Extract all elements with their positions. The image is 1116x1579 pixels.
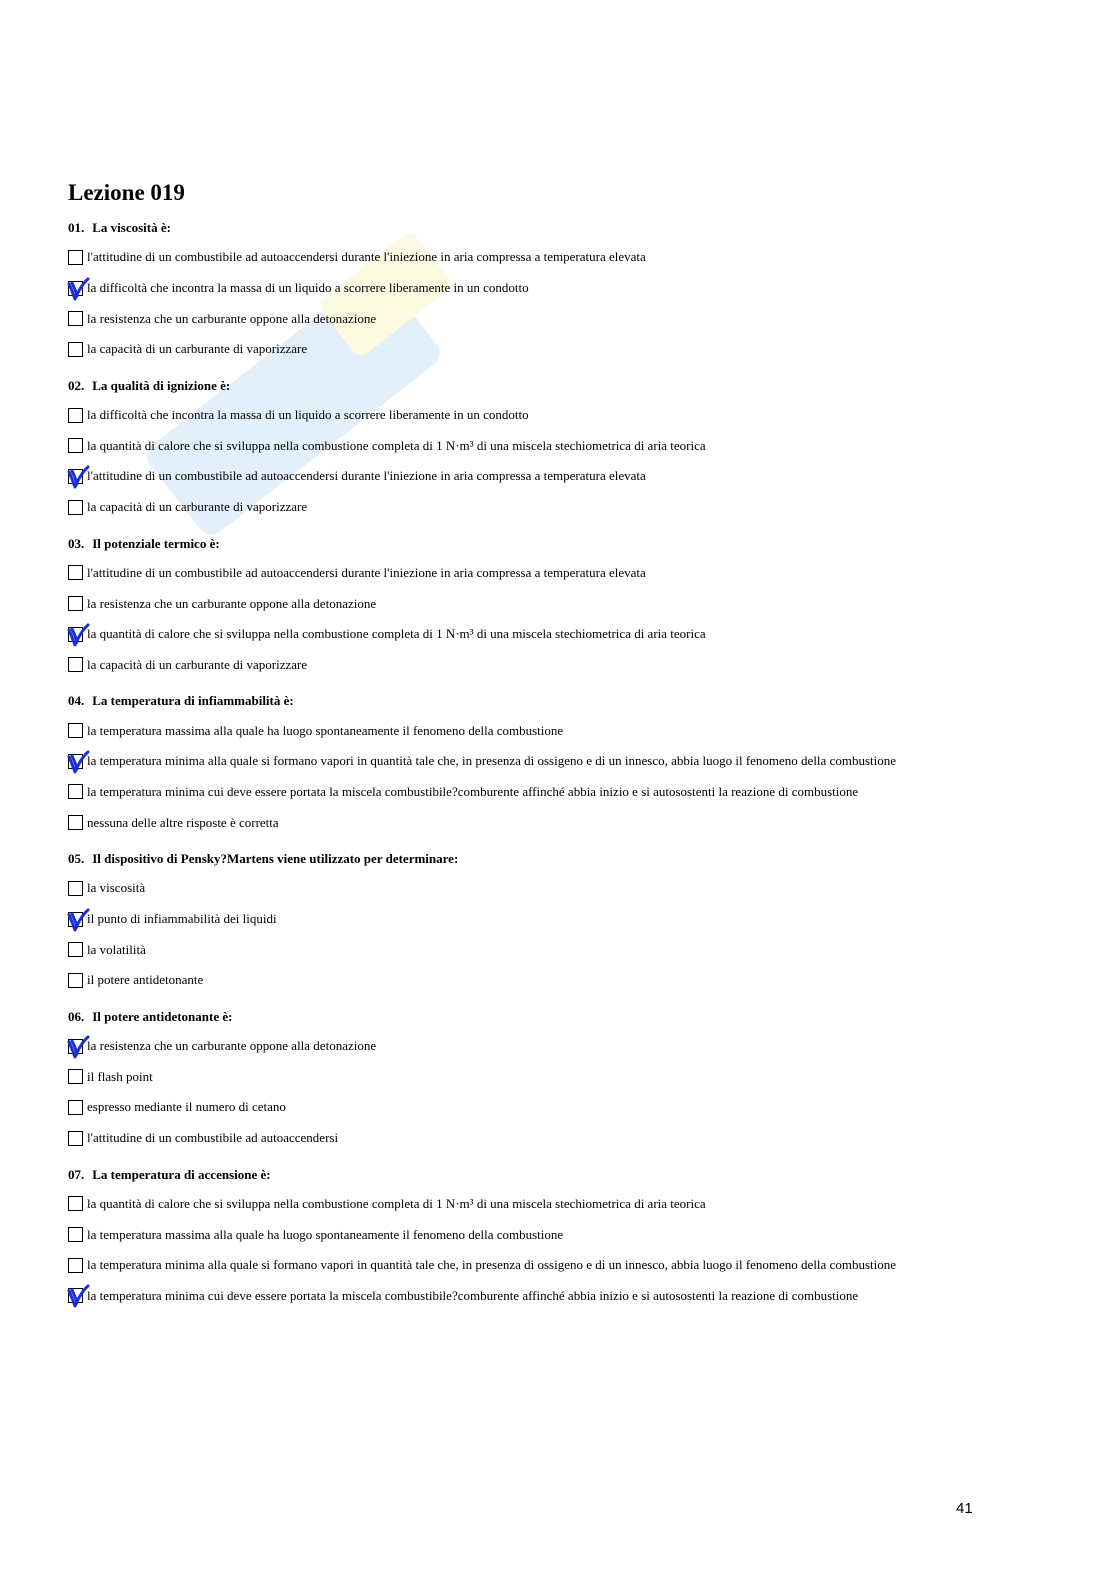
- answer-option: [68, 558, 1048, 589]
- checkmark-icon: [66, 1034, 90, 1060]
- question-block: [68, 376, 1048, 523]
- answer-checkbox[interactable]: [68, 438, 83, 453]
- answer-option: [68, 807, 1048, 838]
- question-block: [68, 218, 1048, 365]
- answer-text: la resistenza che un carburante oppone alla detonazione: [87, 595, 377, 611]
- questions-list: [68, 218, 1048, 1311]
- question-text: Il potere antidetonante è:: [92, 1008, 233, 1024]
- question-heading: [68, 1007, 1048, 1027]
- answer-checkbox[interactable]: [68, 627, 83, 642]
- answer-text: il flash point: [87, 1068, 153, 1084]
- answer-checkbox[interactable]: [68, 912, 83, 927]
- answer-text: la capacità di un carburante di vaporizzare: [87, 499, 308, 515]
- answer-text: il punto di infiammabilità dei liquidi: [87, 911, 277, 927]
- answer-option: [68, 934, 1048, 965]
- question-text: Il potenziale termico è:: [92, 535, 220, 551]
- answer-checkbox[interactable]: [68, 784, 83, 799]
- answer-checkbox[interactable]: [68, 1100, 83, 1115]
- answer-text: la resistenza che un carburante oppone alla detonazione: [87, 310, 377, 326]
- answer-text: la resistenza che un carburante oppone alla detonazione: [87, 1038, 377, 1054]
- answer-text: la volatilità: [87, 941, 146, 957]
- question-number: 06.: [68, 1008, 85, 1024]
- page-number: 41: [956, 1500, 973, 1517]
- answer-checkbox[interactable]: [68, 881, 83, 896]
- answer-checkbox[interactable]: [68, 754, 83, 769]
- answer-option: [68, 1219, 1048, 1250]
- checkmark-icon: [66, 1283, 90, 1309]
- answer-option: [68, 777, 1048, 808]
- answer-text: la temperatura minima cui deve essere portata la miscela combustibile?comburente affinché abbia inizio e si autosostenti la reazione di combustione: [87, 1287, 859, 1303]
- question-text: La viscosità è:: [92, 220, 171, 235]
- question-heading: [68, 218, 1048, 238]
- answer-option: [68, 746, 1048, 777]
- answer-option: [68, 1281, 1048, 1312]
- answer-checkbox[interactable]: [68, 469, 83, 484]
- answer-text: la temperatura minima cui deve essere portata la miscela combustibile?comburente affinché abbia inizio e si autosostenti la reazione di combustione: [87, 783, 859, 799]
- lesson-title: Lezione 019: [68, 180, 185, 205]
- answer-text: il potere antidetonante: [87, 972, 204, 988]
- answer-option: [68, 1031, 1048, 1062]
- answer-checkbox[interactable]: [68, 342, 83, 357]
- answer-option: [68, 588, 1048, 619]
- answer-text: espresso mediante il numero di cetano: [87, 1099, 286, 1115]
- answer-option: [68, 273, 1048, 304]
- answer-checkbox[interactable]: [68, 1288, 83, 1303]
- answer-text: la quantità di calore che si sviluppa nella combustione completa di 1 N·m³ di una miscela stechiometrica di aria teorica: [87, 437, 706, 453]
- answer-checkbox[interactable]: [68, 500, 83, 515]
- answer-checkbox[interactable]: [68, 1258, 83, 1273]
- answer-checkbox[interactable]: [68, 1069, 83, 1084]
- answer-text: la temperatura minima alla quale si formano vapori in quantità tale che, in presenza di ossigeno e di un innesco, abbia luogo il fenomeno della combustione: [87, 753, 897, 769]
- answer-option: [68, 1189, 1048, 1220]
- question-number: 04.: [68, 693, 85, 709]
- answer-checkbox[interactable]: [68, 565, 83, 580]
- answer-option: [68, 242, 1048, 273]
- answer-text: la temperatura massima alla quale ha luogo spontaneamente il fenomeno della combustione: [87, 1226, 564, 1242]
- document-content: [68, 178, 1048, 1311]
- answer-option: [68, 430, 1048, 461]
- answer-checkbox[interactable]: [68, 973, 83, 988]
- answer-text: l'attitudine di un combustibile ad autoaccendersi: [87, 1130, 339, 1146]
- answer-option: [68, 1061, 1048, 1092]
- answer-text: la quantità di calore che si sviluppa nella combustione completa di 1 N·m³ di una miscela stechiometrica di aria teorica: [87, 626, 706, 642]
- question-block: [68, 849, 1048, 996]
- answer-text: nessuna delle altre risposte è corretta: [87, 814, 279, 830]
- answer-option: [68, 650, 1048, 681]
- answer-checkbox[interactable]: [68, 250, 83, 265]
- answer-option: [68, 619, 1048, 650]
- answer-text: la quantità di calore che si sviluppa nella combustione completa di 1 N·m³ di una miscela stechiometrica di aria teorica: [87, 1195, 706, 1211]
- question-number: 02.: [68, 377, 85, 393]
- answer-checkbox[interactable]: [68, 1039, 83, 1054]
- answer-checkbox[interactable]: [68, 311, 83, 326]
- question-number: 05.: [68, 851, 85, 866]
- answer-option: [68, 904, 1048, 935]
- answer-text: l'attitudine di un combustibile ad autoaccendersi durante l'iniezione in aria compressa a temperatura elevata: [87, 468, 646, 484]
- answer-text: la capacità di un carburante di vaporizzare: [87, 341, 308, 357]
- answer-checkbox[interactable]: [68, 815, 83, 830]
- answer-option: [68, 715, 1048, 746]
- answer-checkbox[interactable]: [68, 942, 83, 957]
- answer-checkbox[interactable]: [68, 1131, 83, 1146]
- question-text: La temperatura di accensione è:: [92, 1166, 271, 1182]
- answer-checkbox[interactable]: [68, 1196, 83, 1211]
- question-heading: [68, 534, 1048, 554]
- question-text: La temperatura di infiammabilità è:: [92, 693, 294, 709]
- answer-text: la difficoltà che incontra la massa di un liquido a scorrere liberamente in un condotto: [87, 407, 529, 423]
- question-number: 07.: [68, 1166, 85, 1182]
- question-heading: [68, 1165, 1048, 1185]
- answer-checkbox[interactable]: [68, 1227, 83, 1242]
- answer-text: l'attitudine di un combustibile ad autoaccendersi durante l'iniezione in aria compressa a temperatura elevata: [87, 249, 646, 265]
- answer-option: [68, 873, 1048, 904]
- answer-checkbox[interactable]: [68, 723, 83, 738]
- answer-option: [68, 400, 1048, 431]
- question-heading: [68, 376, 1048, 396]
- answer-checkbox[interactable]: [68, 281, 83, 296]
- question-block: [68, 534, 1048, 681]
- question-text: La qualità di ignizione è:: [92, 377, 231, 393]
- question-block: [68, 691, 1048, 838]
- answer-option: [68, 461, 1048, 492]
- answer-text: la viscosità: [87, 880, 146, 896]
- answer-option: [68, 492, 1048, 523]
- answer-text: la temperatura minima alla quale si formano vapori in quantità tale che, in presenza di ossigeno e di un innesco, abbia luogo il fenomeno della combustione: [87, 1257, 897, 1273]
- answer-checkbox[interactable]: [68, 657, 83, 672]
- checkmark-icon: [66, 276, 90, 302]
- question-block: [68, 1007, 1048, 1154]
- answer-option: [68, 965, 1048, 996]
- question-block: [68, 1165, 1048, 1312]
- answer-text: la difficoltà che incontra la massa di un liquido a scorrere liberamente in un condotto: [87, 280, 529, 296]
- answer-checkbox[interactable]: [68, 408, 83, 423]
- answer-option: [68, 1092, 1048, 1123]
- answer-checkbox[interactable]: [68, 596, 83, 611]
- question-heading: [68, 691, 1048, 711]
- checkmark-icon: [66, 464, 90, 490]
- checkmark-icon: [66, 749, 90, 775]
- answer-option: [68, 1250, 1048, 1281]
- question-number: 03.: [68, 535, 85, 551]
- answer-option: [68, 334, 1048, 365]
- checkmark-icon: [66, 622, 90, 648]
- question-number: 01.: [68, 220, 85, 235]
- answer-text: la capacità di un carburante di vaporizzare: [87, 656, 308, 672]
- answer-option: [68, 303, 1048, 334]
- question-text: Il dispositivo di Pensky?Martens viene utilizzato per determinare:: [92, 851, 459, 866]
- question-heading: [68, 849, 1048, 869]
- answer-text: la temperatura massima alla quale ha luogo spontaneamente il fenomeno della combustione: [87, 722, 564, 738]
- answer-option: [68, 1123, 1048, 1154]
- checkmark-icon: [66, 907, 90, 933]
- answer-text: l'attitudine di un combustibile ad autoaccendersi durante l'iniezione in aria compressa a temperatura elevata: [87, 564, 646, 580]
